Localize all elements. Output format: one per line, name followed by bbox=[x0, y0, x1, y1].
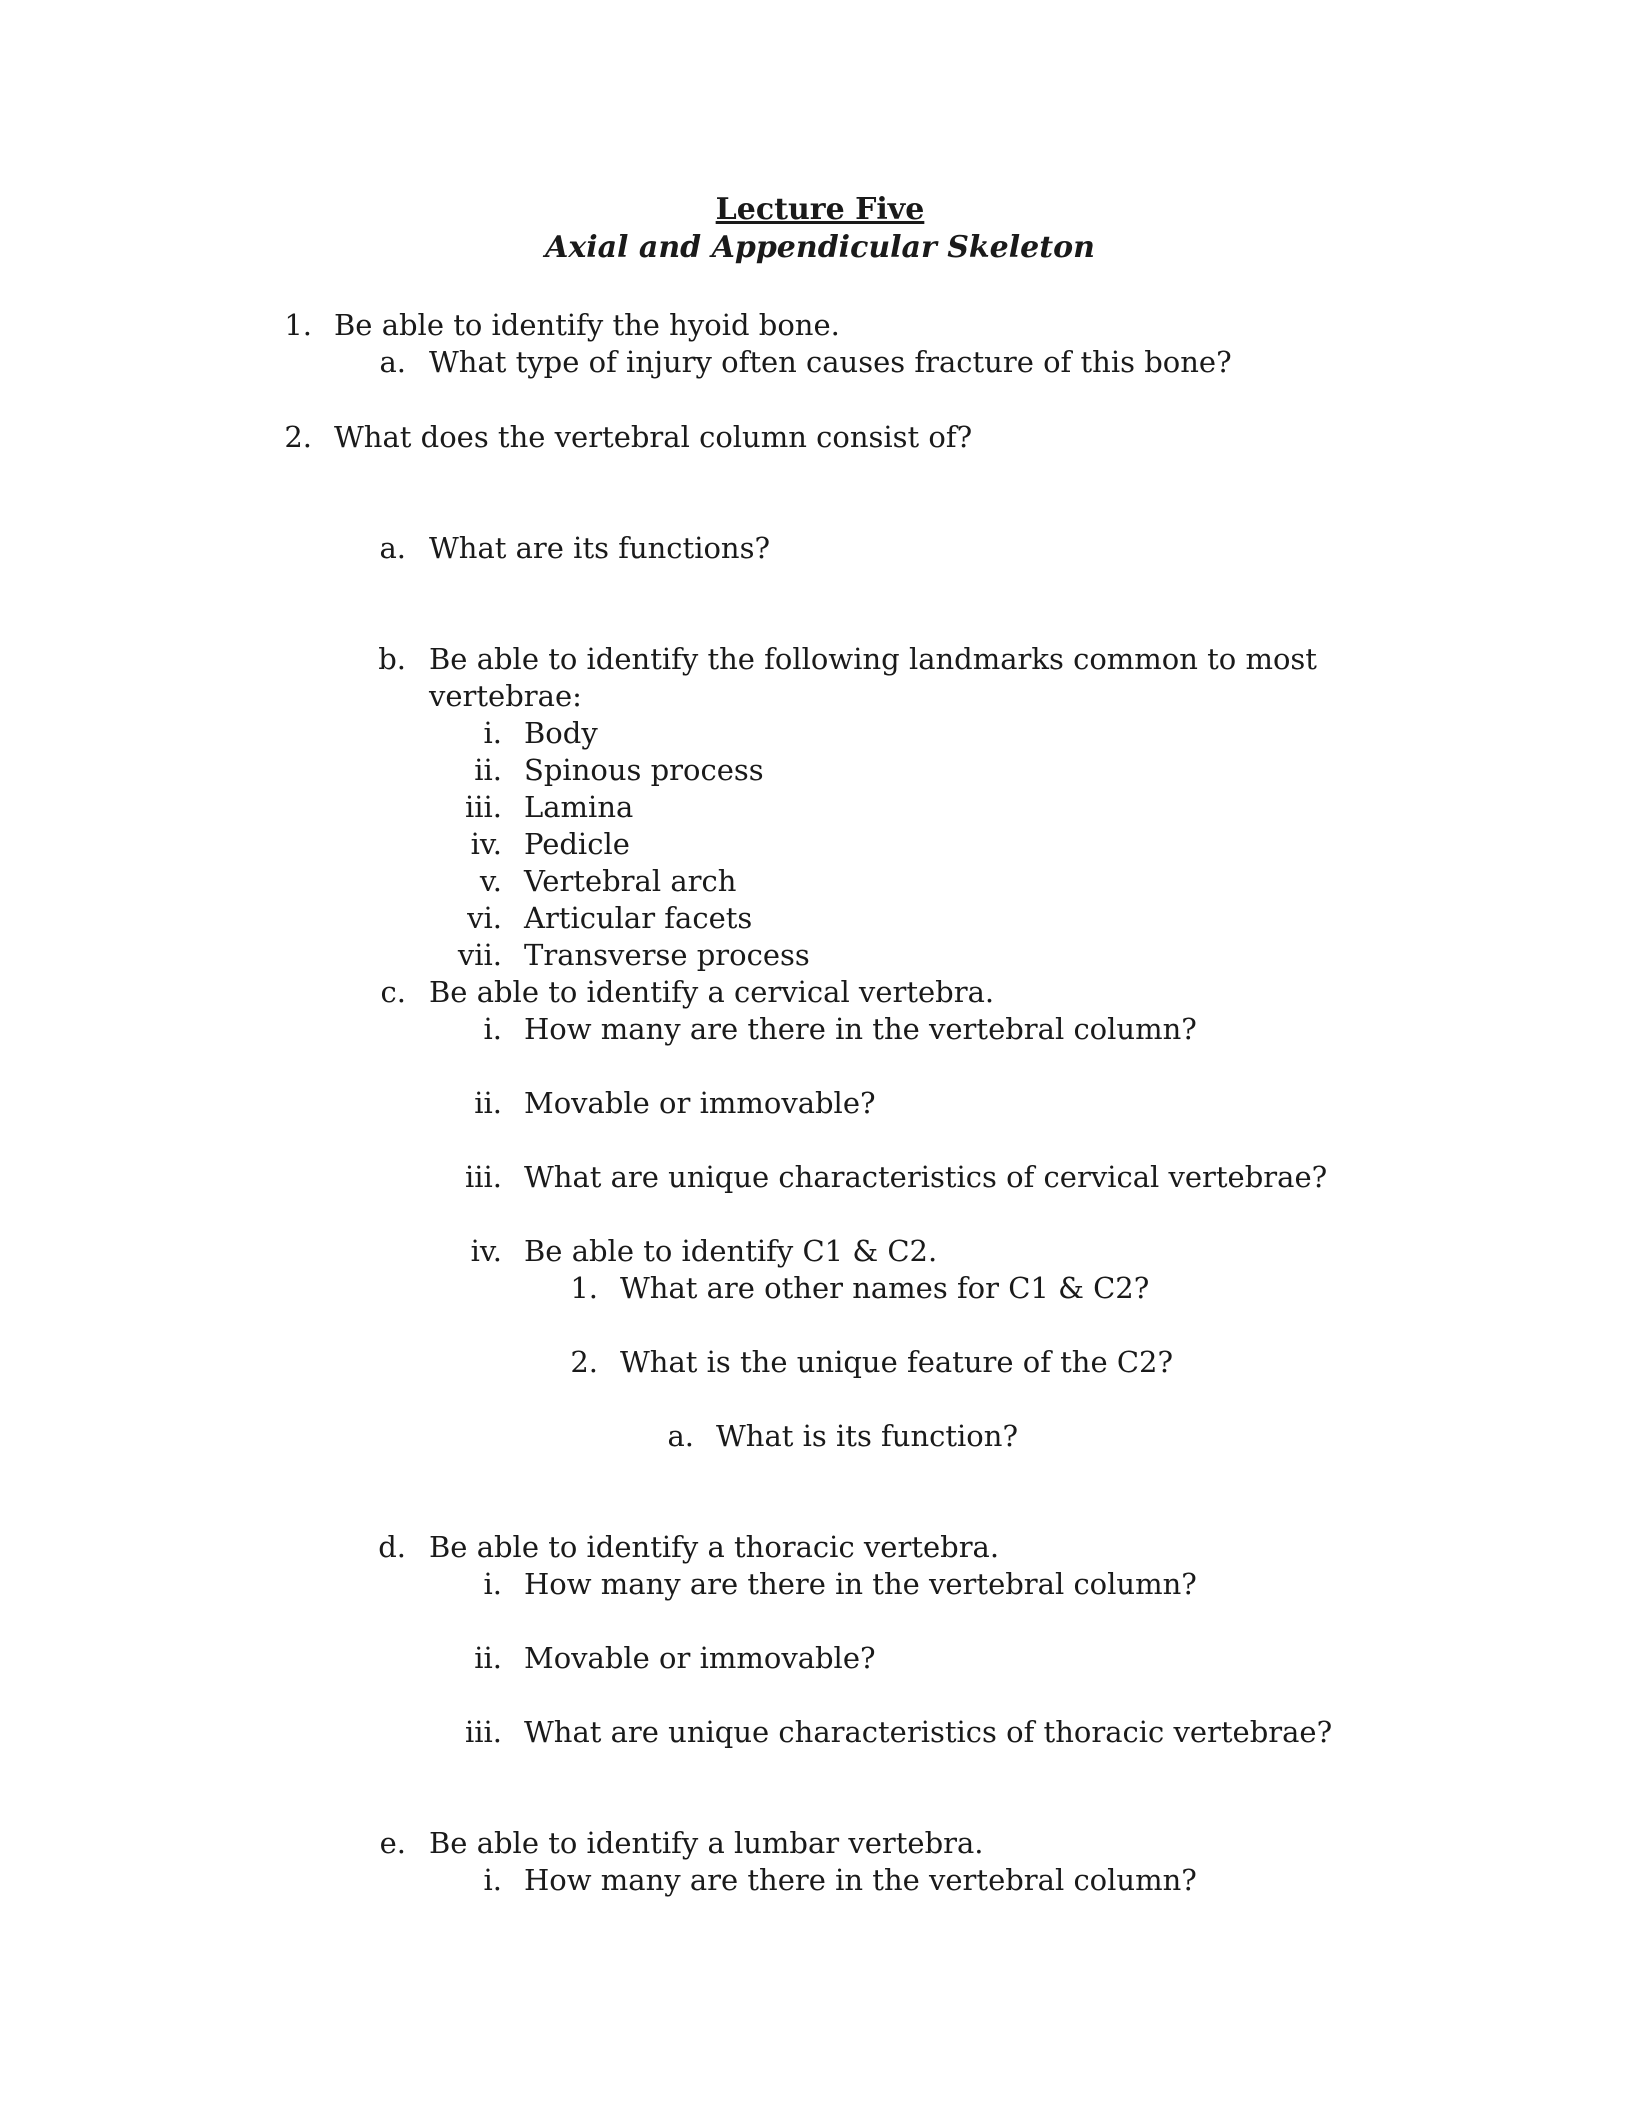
list-marker: d. bbox=[378, 1530, 406, 1564]
list-item-text: How many are there in the vertebral column? bbox=[524, 1012, 1197, 1046]
list-item-text: Be able to identify a cervical vertebra. bbox=[429, 975, 995, 1009]
list-marker: e. bbox=[379, 1826, 406, 1860]
list-marker: iii. bbox=[464, 1715, 502, 1749]
list-item-text: Movable or immovable? bbox=[524, 1086, 876, 1120]
list-item-text: Be able to identify the following landmarks common to most bbox=[429, 642, 1317, 676]
list-item-text: How many are there in the vertebral column? bbox=[524, 1567, 1197, 1601]
list-item-text: How many are there in the vertebral column? bbox=[524, 1863, 1197, 1897]
list-marker: v. bbox=[479, 864, 502, 898]
list-marker: vi. bbox=[467, 901, 502, 935]
list-marker: i. bbox=[483, 1567, 502, 1601]
list-item-text: What is its function? bbox=[716, 1419, 1018, 1453]
list-item-text: What are unique characteristics of thoracic vertebrae? bbox=[524, 1715, 1333, 1749]
list-item-text: What type of injury often causes fracture of this bone? bbox=[429, 345, 1232, 379]
list-item-text: vertebrae: bbox=[429, 679, 582, 713]
list-item-text: What does the vertebral column consist of? bbox=[334, 420, 973, 454]
list-marker: 2. bbox=[284, 420, 312, 454]
list-marker: vii. bbox=[457, 938, 502, 972]
list-item-text: Vertebral arch bbox=[524, 864, 737, 898]
list-item-text: Pedicle bbox=[524, 827, 630, 861]
list-marker: ii. bbox=[474, 753, 502, 787]
list-item-text: What are its functions? bbox=[429, 531, 771, 565]
list-item-text: What are other names for C1 & C2? bbox=[620, 1271, 1150, 1305]
list-marker: i. bbox=[483, 1863, 502, 1897]
page-subtitle: Axial and Appendicular Skeleton bbox=[545, 230, 1095, 265]
list-item-text: Spinous process bbox=[524, 753, 764, 787]
list-marker: ii. bbox=[474, 1086, 502, 1120]
list-marker: a. bbox=[379, 345, 406, 379]
list-marker: iii. bbox=[464, 790, 502, 824]
list-marker: iv. bbox=[470, 1234, 502, 1268]
list-marker: a. bbox=[379, 531, 406, 565]
list-marker: a. bbox=[667, 1419, 694, 1453]
list-marker: i. bbox=[483, 716, 502, 750]
list-item-text: Be able to identify C1 & C2. bbox=[524, 1234, 938, 1268]
list-item-text: Movable or immovable? bbox=[524, 1641, 876, 1675]
list-item-text: Body bbox=[524, 716, 598, 750]
list-marker: ii. bbox=[474, 1641, 502, 1675]
page-title: Lecture Five bbox=[715, 192, 925, 227]
list-item-text: Lamina bbox=[524, 790, 634, 824]
list-marker: c. bbox=[380, 975, 406, 1009]
list-marker: i. bbox=[483, 1012, 502, 1046]
list-marker: iii. bbox=[464, 1160, 502, 1194]
list-item-text: Be able to identify a thoracic vertebra. bbox=[429, 1530, 1000, 1564]
list-item-text: Be able to identify a lumbar vertebra. bbox=[429, 1826, 984, 1860]
list-item-text: What is the unique feature of the C2? bbox=[620, 1345, 1174, 1379]
list-item-text: Be able to identify the hyoid bone. bbox=[334, 308, 840, 342]
list-item-text: What are unique characteristics of cervical vertebrae? bbox=[524, 1160, 1328, 1194]
list-marker: 1. bbox=[284, 308, 312, 342]
list-marker: 2. bbox=[570, 1345, 598, 1379]
list-marker: b. bbox=[378, 642, 406, 676]
list-item-text: Articular facets bbox=[524, 901, 753, 935]
list-marker: 1. bbox=[570, 1271, 598, 1305]
list-marker: iv. bbox=[470, 827, 502, 861]
list-item-text: Transverse process bbox=[524, 938, 810, 972]
